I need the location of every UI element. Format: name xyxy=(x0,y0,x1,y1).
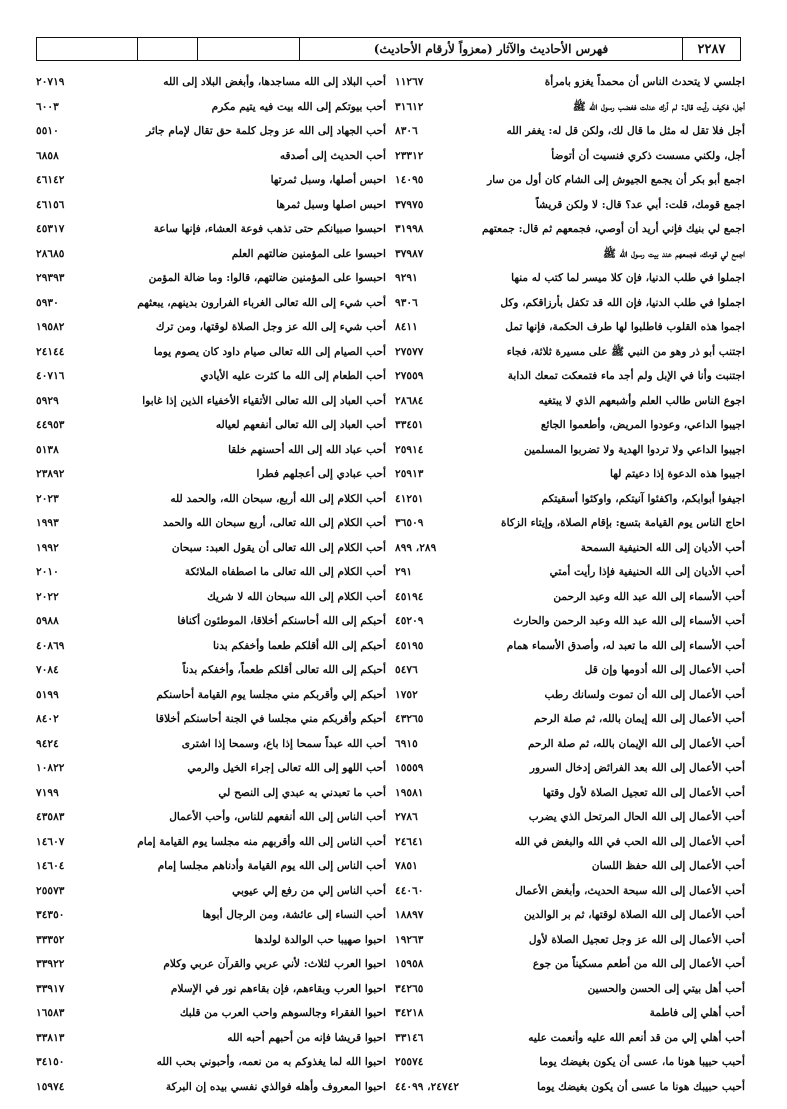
hadith-text: أحب الأسماء إلى الله عبد الله وعبد الرحمن xyxy=(553,590,745,603)
hadith-number: ٦٨٥٨ xyxy=(36,149,59,162)
hadith-number: ٤٣٢٦٥ xyxy=(395,713,424,725)
hadith-number: ٨٤١١ xyxy=(395,321,418,333)
header-empty-cell xyxy=(197,38,299,60)
hadith-number: ٤٤٩٥٣ xyxy=(36,419,65,431)
hadith-number: ٤٠٨٦٩ xyxy=(36,639,65,652)
hadith-text: أحبكم إلى الله أحاسنكم أخلاقا، الموطئون أكنافا xyxy=(177,615,386,627)
index-entry xyxy=(395,389,745,414)
hadith-number: ٥١٩٩ xyxy=(36,688,59,701)
hadith-text: أحب الأسماء إلى الله عبد الله وعبد الرحمن والحارث xyxy=(513,615,745,627)
hadith-text: أحب الله عبداً سمحا إذا باع، وسمحا إذا اشترى xyxy=(181,737,386,750)
hadith-text: احاج الناس يوم القيامة بتسع: بإقام الصلاة، وإيتاء الزكاة xyxy=(501,517,745,529)
index-entry xyxy=(36,193,386,218)
hadith-text: أحب الأعمال إلى الله أدومها وإن قل xyxy=(584,664,745,676)
hadith-text: أحب الجهاد إلى الله عز وجل كلمة حق تقال لإمام جائر xyxy=(146,125,386,137)
hadith-number: ٣٣٩١٧ xyxy=(36,982,65,995)
hadith-text: اجلسي لا يتحدث الناس أن محمداً يغزو بامرأة xyxy=(544,76,745,88)
index-entry xyxy=(395,658,745,683)
index-entry xyxy=(36,168,386,193)
index-entry xyxy=(395,683,745,708)
index-entry xyxy=(395,830,745,855)
index-entry xyxy=(36,805,386,830)
index-entry xyxy=(395,266,745,291)
index-entry xyxy=(395,364,745,389)
hadith-number: ٣٣١٤٦ xyxy=(395,1031,424,1044)
index-column-right xyxy=(395,70,745,1099)
hadith-text: أحبكم إلى الله أقلكم طعما وأخفكم بدنا xyxy=(213,639,386,652)
index-entry xyxy=(395,413,745,438)
hadith-text: اجيبوا الداعي ولا تردوا الهدية ولا تضربوا المسلمين xyxy=(523,443,745,456)
page-number: ٢٢٨٧ xyxy=(682,38,740,60)
hadith-text: أحب الأعمال إلى الله بعد الفرائض إدخال السرور xyxy=(529,762,745,774)
hadith-text: احبس أصلها، وسبل ثمرتها xyxy=(270,174,386,186)
page-title: فهرس الأحاديث والآثار (معزواً لأرقام الأحاديث) xyxy=(299,38,682,60)
index-entry xyxy=(36,756,386,781)
hadith-text: أحب أهل بيتي إلى الحسن والحسين xyxy=(587,982,745,995)
index-entry xyxy=(395,634,745,659)
index-entry xyxy=(395,879,745,904)
index-column-left xyxy=(36,70,386,1099)
hadith-number: ١٥٥٥٩ xyxy=(395,762,424,774)
hadith-text: أجل، ولكني مسست ذكري فنسيت أن أتوضأ xyxy=(551,149,745,162)
hadith-text: اجيبوا هذه الدعوة إذا دعيتم لها xyxy=(610,468,745,480)
index-entry xyxy=(395,1026,745,1051)
index-entry xyxy=(395,732,745,757)
hadith-number: ٢٧٥٥٩ xyxy=(395,370,424,382)
hadith-text: أحب الأعمال إلى الله تعجيل الصلاة لأول وقتها xyxy=(542,786,745,799)
hadith-number: ٧٨٥١ xyxy=(395,860,418,872)
index-entry xyxy=(395,242,745,267)
index-entry xyxy=(36,438,386,463)
index-entry xyxy=(36,217,386,242)
hadith-text: أحب الأعمال إلى الله سبحة الحديث، وأبغض الأعمال xyxy=(515,884,745,897)
hadith-text: أحبكم إلى الله تعالى أقلكم طعماً، وأخفكم بدناً xyxy=(182,664,386,676)
hadith-number: ٥٤٧٦ xyxy=(395,664,418,676)
hadith-text: أجل، فكيف رأيت قال: لم أرك عدلت فغضب رسول الله ﷺ xyxy=(572,100,745,113)
index-entry xyxy=(36,609,386,634)
hadith-number: ٤٤٠٦٠ xyxy=(395,884,424,897)
index-entry xyxy=(36,144,386,169)
hadith-number: ٤٥١٩٥ xyxy=(395,639,424,652)
hadith-text: احبوا العرب لثلاث: لأني عربي والقرآن عربي وكلام xyxy=(163,958,386,970)
header-empty-cell xyxy=(137,38,197,60)
hadith-number: ٢٧٥٧٧ xyxy=(395,345,424,358)
index-entry xyxy=(36,634,386,659)
hadith-number: ١٩٩٢ xyxy=(36,541,59,554)
hadith-text: أحبكم وأقربكم مني مجلسا في الجنة أحاسنكم أخلاقا xyxy=(155,713,386,725)
hadith-number: ١١٢٦٧ xyxy=(395,76,424,88)
hadith-number: ٢٠٧١٩ xyxy=(36,76,65,88)
index-entry xyxy=(395,756,745,781)
index-entry xyxy=(36,732,386,757)
hadith-number: ٢٠١٠ xyxy=(36,566,59,578)
hadith-text: أحب أهلي إلى فاطمة xyxy=(649,1007,745,1019)
index-entry xyxy=(36,1026,386,1051)
index-entry xyxy=(395,585,745,610)
index-entry xyxy=(36,291,386,316)
hadith-text: أحبكم إلي وأقربكم مني مجلسا يوم القيامة أحاسنكم xyxy=(156,688,386,701)
index-entry xyxy=(36,462,386,487)
index-entry xyxy=(36,536,386,561)
hadith-number: ٩٤٢٤ xyxy=(36,737,59,750)
hadith-number: ٥٩٨٨ xyxy=(36,615,59,627)
hadith-number: ٤٥٣١٧ xyxy=(36,223,65,235)
hadith-text: أحب بيوتكم إلى الله بيت فيه يتيم مكرم xyxy=(211,100,386,113)
hadith-text: اجمع أبو بكر أن يجمع الجيوش إلى الشام كان أول من سار xyxy=(487,174,745,186)
hadith-number: ١٤٠٩٥ xyxy=(395,174,424,186)
index-entry xyxy=(395,70,745,95)
index-entry xyxy=(395,487,745,512)
hadith-number: ٢٩٣٩٣ xyxy=(36,272,65,284)
index-entry xyxy=(395,805,745,830)
hadith-number: ١٤٦٠٤ xyxy=(36,860,65,872)
index-entry xyxy=(36,585,386,610)
index-entry xyxy=(36,315,386,340)
hadith-text: احبسوا صبيانكم حتى تذهب فوعة العشاء، فإنها ساعة xyxy=(153,223,386,235)
index-entry xyxy=(395,781,745,806)
hadith-number: ٢٤٧٤٢، ٤٤٠٩٩ xyxy=(395,1080,460,1093)
hadith-text: أحب البلاد إلى الله مساجدها، وأبغض البلاد إلى الله xyxy=(163,76,386,88)
index-entry xyxy=(36,977,386,1002)
hadith-number: ٣٤٢٦٥ xyxy=(395,982,424,995)
index-entry xyxy=(395,1001,745,1026)
index-entry xyxy=(36,830,386,855)
hadith-text: أجل فلا تقل له مثل ما قال لك، ولكن قل له: يغفر الله xyxy=(506,125,745,137)
hadith-number: ٢٤٦٤١ xyxy=(395,835,424,848)
index-entry xyxy=(395,95,745,120)
index-entry xyxy=(395,854,745,879)
hadith-number: ٢٥٩١٣ xyxy=(395,468,424,480)
index-entry xyxy=(395,217,745,242)
hadith-text: أحب الكلام إلى الله تعالى، أربع سبحان الله والحمد xyxy=(162,517,386,529)
index-entry xyxy=(395,609,745,634)
hadith-text: أحب الأعمال إلى الله الحال المرتحل الذي يضرب xyxy=(528,811,745,823)
hadith-number: ٤٦١٤٢ xyxy=(36,174,65,186)
hadith-number: ١٤٦٠٧ xyxy=(36,835,65,848)
hadith-number: ٨٤٠٢ xyxy=(36,713,59,725)
hadith-number: ٧١٩٩ xyxy=(36,786,59,799)
index-entry xyxy=(36,658,386,683)
hadith-number: ٢٤١٤٤ xyxy=(36,345,65,358)
hadith-number: ٣٧٩٨٧ xyxy=(395,247,424,260)
hadith-number: ١٥٩٥٨ xyxy=(395,958,424,970)
hadith-number: ٥١٣٨ xyxy=(36,443,59,456)
hadith-text: أحب شيء إلى الله عز وجل الصلاة لوقتها، ومن ترك xyxy=(155,321,386,333)
hadith-text: أحب أهلي إلي من قد أنعم الله عليه وأنعمت عليه xyxy=(528,1031,745,1044)
hadith-number: ٥٩٢٩ xyxy=(36,394,59,407)
hadith-number: ٢٨٦٨٥ xyxy=(36,247,65,260)
hadith-number: ١٨٨٩٧ xyxy=(395,909,424,921)
hadith-text: اجيفوا أبوابكم، واكفئوا آنيتكم، واوكئوا أسقيتكم xyxy=(541,492,745,505)
hadith-text: أحب الناس إلى الله أنفعهم للناس، وأحب الأعمال xyxy=(169,811,386,823)
index-entry xyxy=(395,168,745,193)
index-entry xyxy=(395,291,745,316)
hadith-text: أحب النساء إلى عائشة، ومن الرجال أبوها xyxy=(202,909,386,921)
index-entry xyxy=(36,119,386,144)
hadith-text: أحب الحديث إلى أصدقه xyxy=(279,149,386,162)
hadith-number: ٣٤١٥٠ xyxy=(36,1056,65,1068)
index-entry xyxy=(36,1075,386,1100)
index-entry xyxy=(395,340,745,365)
index-entry xyxy=(36,487,386,512)
hadith-number: ٤٦١٥٦ xyxy=(36,198,65,211)
hadith-text: أحب ما تعبدني به عبدي إلى النصح لي xyxy=(218,786,386,799)
hadith-number: ١٩٥٨١ xyxy=(395,786,424,799)
index-entry xyxy=(395,1050,745,1075)
hadith-text: أحب الأعمال إلى الله من أطعم مسكيناً من جوع xyxy=(532,958,745,970)
hadith-text: أحب العباد إلى الله تعالى أنفعهم لعياله xyxy=(215,419,386,431)
hadith-text: اجمع لي قومك، فجمعهم عند بيت رسول الله ﷺ xyxy=(603,247,745,260)
hadith-number: ٧٠٨٤ xyxy=(36,664,59,676)
hadith-text: أحب الأعمال إلى الله إيمان بالله، ثم صلة الرحم xyxy=(534,713,745,725)
hadith-number: ٢٩١ xyxy=(395,566,413,578)
index-entry xyxy=(36,903,386,928)
hadith-number: ١٦٥٨٣ xyxy=(36,1007,65,1019)
header-empty-cell xyxy=(37,38,137,60)
hadith-text: احبوا المعروف وأهله فوالذي نفسي بيده إن البركة xyxy=(165,1080,386,1093)
hadith-number: ١٩٩٣ xyxy=(36,517,59,529)
index-entry xyxy=(36,1001,386,1026)
index-entry xyxy=(395,511,745,536)
index-entry xyxy=(36,928,386,953)
hadith-text: أحب الأديان إلى الله الحنيفية السمحة xyxy=(580,541,745,554)
hadith-number: ٢٥٩١٤ xyxy=(395,443,424,456)
index-entry xyxy=(395,903,745,928)
index-entry xyxy=(36,560,386,585)
hadith-text: أحب الكلام إلى الله أربع، سبحان الله، والحمد لله xyxy=(170,492,386,505)
hadith-text: اجوع الناس طالب العلم وأشبعهم الذي لا يبتغيه xyxy=(538,394,745,407)
hadith-number: ٥٥١٠ xyxy=(36,125,59,137)
index-entry xyxy=(395,707,745,732)
hadith-number: ٢٠٢٢ xyxy=(36,590,59,603)
hadith-number: ٣٣٣٥٢ xyxy=(36,933,65,946)
hadith-text: احبوا الله لما يغذوكم به من نعمه، وأحبوني بحب الله xyxy=(156,1056,386,1068)
hadith-number: ٣٤٣٥٠ xyxy=(36,909,65,921)
hadith-text: أحبب حبيبا هونا ما، عسى أن يكون بغيضك يوما xyxy=(539,1056,745,1068)
index-entry xyxy=(395,952,745,977)
index-entry xyxy=(395,560,745,585)
hadith-text: أحب الأعمال إلى الله الحب في الله والبغض في الله xyxy=(514,835,745,848)
index-entry xyxy=(395,315,745,340)
hadith-text: أحب عبادي إلى أعجلهم فطرا xyxy=(256,468,386,480)
hadith-number: ١٧٥٢ xyxy=(395,688,418,701)
hadith-text: أحب الناس إلي من رفع إلي عيوبي xyxy=(232,884,386,897)
hadith-number: ٢٨٦٨٤ xyxy=(395,394,424,407)
index-entry xyxy=(395,144,745,169)
hadith-text: أحب العباد إلى الله تعالى الأتقياء الأخفياء الذين إذا غابوا xyxy=(142,394,386,407)
index-entry xyxy=(395,977,745,1002)
index-entry xyxy=(395,1075,745,1100)
hadith-text: احبوا صهيبا حب الوالدة لولدها xyxy=(254,933,386,946)
hadith-text: أحب الأعمال إلى الله عز وجل تعجيل الصلاة لأول xyxy=(528,933,745,946)
hadith-text: أحب الصيام إلى الله تعالى صيام داود كان يصوم يوما xyxy=(153,345,386,358)
hadith-number: ٢٣٨٩٢ xyxy=(36,468,65,480)
hadith-number: ٣٣٩٢٢ xyxy=(36,958,65,970)
index-entry xyxy=(36,511,386,536)
index-entry xyxy=(395,119,745,144)
hadith-text: اجتنبت وأنا في الإبل ولم أجد ماء فتمعكت تمعك الدابة xyxy=(507,370,745,382)
hadith-text: أحب اللهو إلى الله تعالى إجراء الخيل والرمي xyxy=(187,762,386,774)
hadith-text: أحب الأعمال إلى الله أن تموت ولسانك رطب xyxy=(544,688,745,701)
hadith-number: ٣٦٥٠٩ xyxy=(395,517,424,529)
hadith-number: ٩٢٩١ xyxy=(395,272,418,284)
hadith-number: ٨٣٠٦ xyxy=(395,125,418,137)
hadith-text: اجملوا في طلب الدنيا، فإن كلا ميسر لما كتب له منها xyxy=(511,272,745,284)
hadith-number: ٦٩١٥ xyxy=(395,737,418,750)
hadith-text: احبوا العرب وبقاءهم، فإن بقاءهم نور في الإسلام xyxy=(170,982,386,995)
hadith-number: ٤٥٢٠٩ xyxy=(395,615,424,627)
hadith-number: ٩٣٠٦ xyxy=(395,296,418,309)
index-entry xyxy=(36,340,386,365)
index-entry xyxy=(36,879,386,904)
hadith-text: اجمع قومك، قلت: أبي عد؟ قال: لا ولكن قريشاً xyxy=(535,198,745,211)
hadith-text: أحب الأسماء إلى الله ما تعبد له، وأصدق الأسماء همام xyxy=(506,639,745,652)
hadith-number: ٣٣٨١٣ xyxy=(36,1031,65,1044)
hadith-text: اجموا هذه القلوب فاطلبوا لها طرف الحكمة، فإنها تمل xyxy=(505,321,745,333)
hadith-text: احبس اصلها وسبل ثمرها xyxy=(276,198,386,211)
hadith-number: ١٩٢٦٣ xyxy=(395,933,424,946)
index-entry xyxy=(36,95,386,120)
hadith-text: أحب الأعمال إلى الله الإيمان بالله، ثم صلة الرحم xyxy=(528,737,745,750)
hadith-number: ٢٣٣١٢ xyxy=(395,149,424,162)
index-entry xyxy=(36,242,386,267)
hadith-text: أحب الكلام إلى الله تعالى ما اصطفاه الملائكة xyxy=(184,566,386,578)
index-entry xyxy=(395,462,745,487)
index-entry xyxy=(395,438,745,463)
hadith-number: ٢٥٥٧٣ xyxy=(36,884,65,897)
hadith-number: ٢٠٢٣ xyxy=(36,492,59,505)
hadith-number: ٣١٦١٢ xyxy=(395,100,424,113)
hadith-text: أحب الكلام إلى الله سبحان الله لا شريك xyxy=(207,590,386,603)
index-entry xyxy=(36,952,386,977)
hadith-text: أحب الناس إلى الله يوم القيامة وأدناهم مجلسا إمام xyxy=(157,860,386,872)
hadith-number: ٢٧٨٦ xyxy=(395,811,418,823)
hadith-text: أحب عباد الله إلى الله أحسنهم خلقا xyxy=(228,443,386,456)
hadith-number: ٤٣٥٨٣ xyxy=(36,811,65,823)
hadith-number: ٣٣٤٥١ xyxy=(395,419,424,431)
hadith-text: أحبب حبيبك هونا ما عسى أن يكون بغيضك يوما xyxy=(537,1080,745,1093)
hadith-text: اجيبوا الداعي، وعودوا المريض، وأطعموا الجائع xyxy=(540,419,745,431)
index-entry xyxy=(36,683,386,708)
hadith-text: اجملوا في طلب الدنيا، فإن الله قد تكفل بأرزاقكم، وكل xyxy=(500,296,745,309)
hadith-text: احبسوا على المؤمنين ضالتهم، قالوا: وما ضالة المؤمن xyxy=(148,272,386,284)
index-entry xyxy=(395,193,745,218)
hadith-text: أحب الطعام إلى الله ما كثرت عليه الأيادي xyxy=(200,370,386,382)
hadith-number: ٤١٢٥١ xyxy=(395,492,424,505)
index-entry xyxy=(36,1050,386,1075)
hadith-number: ٤٥١٩٤ xyxy=(395,590,424,603)
hadith-text: احبوا الفقراء وجالسوهم واحب العرب من قلبك xyxy=(179,1007,386,1019)
index-entry xyxy=(36,854,386,879)
index-entry xyxy=(395,928,745,953)
hadith-text: اجتنب أبو ذر وهو من النبي ﷺ على مسيرة ثلاثة، فجاء xyxy=(506,345,745,358)
index-entry xyxy=(36,707,386,732)
hadith-number: ٣٤٢١٨ xyxy=(395,1007,424,1019)
page-header xyxy=(36,37,741,61)
index-entry xyxy=(36,266,386,291)
index-entry xyxy=(36,413,386,438)
index-entry xyxy=(36,389,386,414)
hadith-text: أحب الأعمال إلى الله الصلاة لوقتها، ثم بر الوالدين xyxy=(523,909,745,921)
hadith-text: احبوا قريشا فإنه من أحبهم أحبه الله xyxy=(227,1031,386,1044)
hadith-text: أحب شيء إلى الله تعالى الغرباء الفرارون بدينهم، يبعثهم xyxy=(137,296,386,309)
hadith-number: ٢٥٥٧٤ xyxy=(395,1056,424,1068)
hadith-number: ١٩٥٨٢ xyxy=(36,321,65,333)
hadith-number: ١٥٩٧٤ xyxy=(36,1080,65,1093)
hadith-number: ٥٩٣٠ xyxy=(36,296,59,309)
index-entry xyxy=(36,781,386,806)
hadith-text: أحب الأديان إلى الله الحنيفية فإذا رأيت أمتي xyxy=(549,566,745,578)
hadith-number: ٢٨٩، ٨٩٩ xyxy=(395,541,437,554)
index-entry xyxy=(36,70,386,95)
index-entry xyxy=(395,536,745,561)
hadith-number: ٦٠٠٣ xyxy=(36,100,59,113)
hadith-number: ٤٠٧١٦ xyxy=(36,370,65,382)
hadith-number: ٣١٩٩٨ xyxy=(395,223,424,235)
hadith-number: ١٠٨٢٢ xyxy=(36,762,65,774)
hadith-number: ٣٧٩٧٥ xyxy=(395,198,424,211)
hadith-text: اجمع لي بنيك فإني أريد أن أوصي، فجمعهم ثم قال: جمعتهم xyxy=(481,223,745,235)
index-entry xyxy=(36,364,386,389)
hadith-text: احبسوا على المؤمنين ضالتهم العلم xyxy=(231,247,386,260)
hadith-text: أحب الكلام إلى الله تعالى أن يقول العبد: سبحان xyxy=(171,541,386,554)
hadith-text: أحب الناس إلى الله وأقربهم منه مجلسا يوم القيامة إمام xyxy=(137,835,386,848)
hadith-text: أحب الأعمال إلى الله حفظ اللسان xyxy=(591,860,745,872)
